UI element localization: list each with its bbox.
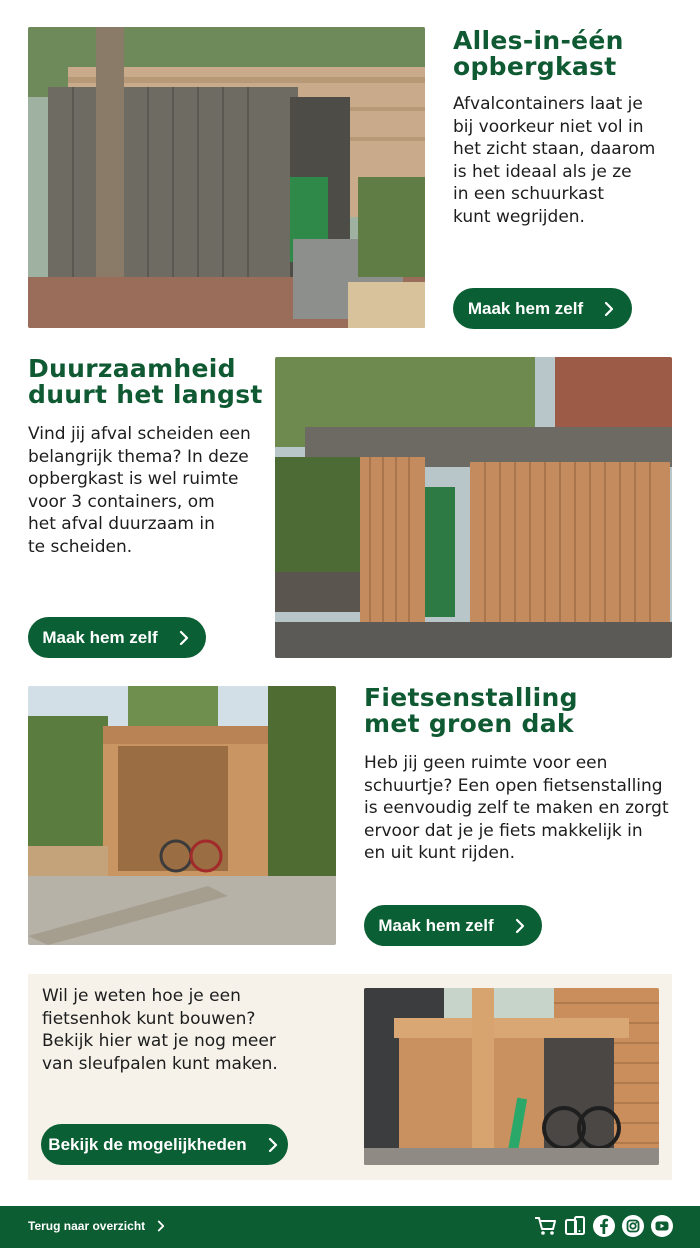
section-2-make-button-label: Maak hem zelf [42, 627, 158, 647]
section-3-title: Fietsenstalling met groen dak [364, 683, 578, 738]
promo-explore-button-label: Bekijk de mogelijkheden [48, 1134, 247, 1154]
section-3-make-button[interactable] [364, 905, 542, 946]
chevron-right-icon [155, 1220, 167, 1232]
bike-shelter-image [28, 686, 336, 945]
section-1-body: Afvalcontainers laat je bij voorkeur niet vol in het zicht staan, daarom is het ideaal als je ze in een schuurkast kunt wegrijden. [453, 94, 656, 227]
section-2-make-button[interactable] [28, 617, 206, 658]
section-1-title: Alles-in-één opbergkast [453, 26, 624, 81]
section-2-body: Vind jij afval scheiden een belangrijk thema? In deze opbergkast is wel ruimte voor 3 containers, om het afval duurzaam in te scheiden. [28, 424, 251, 557]
chevron-right-icon [601, 301, 617, 317]
facebook-icon[interactable] [592, 1214, 616, 1238]
shed-with-bike-image [364, 988, 659, 1165]
section-3-make-button-label: Maak hem zelf [378, 915, 494, 935]
back-to-overview-link[interactable] [28, 1219, 167, 1233]
chevron-right-icon [512, 918, 528, 934]
chevron-right-icon [265, 1137, 281, 1153]
back-to-overview-label: Terug naar overzicht [28, 1219, 146, 1233]
mobile-app-icon[interactable] [563, 1214, 587, 1238]
section-1-make-button[interactable] [453, 288, 632, 329]
section-2-title: Duurzaamheid duurt het langst [28, 354, 263, 409]
instagram-icon[interactable] [621, 1214, 645, 1238]
section-1-make-button-label: Maak hem zelf [467, 298, 584, 318]
storage-cabinet-image [28, 27, 425, 328]
youtube-icon[interactable] [650, 1214, 674, 1238]
section-3-body: Heb jij geen ruimte voor een schuurtje? Een open fietsenstalling is eenvoudig zelf te maken en zorgt ervoor dat je je fiets makkelijk in en uit kunt rijden. [364, 753, 669, 863]
chevron-right-icon [176, 630, 192, 646]
promo-explore-button[interactable] [41, 1124, 288, 1165]
footer-bar [0, 1206, 700, 1248]
container-enclosure-image [275, 357, 672, 658]
shop-cart-icon[interactable] [534, 1214, 558, 1238]
promo-body: Wil je weten hoe je een fietsenhok kunt bouwen? Bekijk hier wat je nog meer van sleufpalen kunt maken. [42, 986, 278, 1074]
footer-social-icons [534, 1214, 674, 1238]
